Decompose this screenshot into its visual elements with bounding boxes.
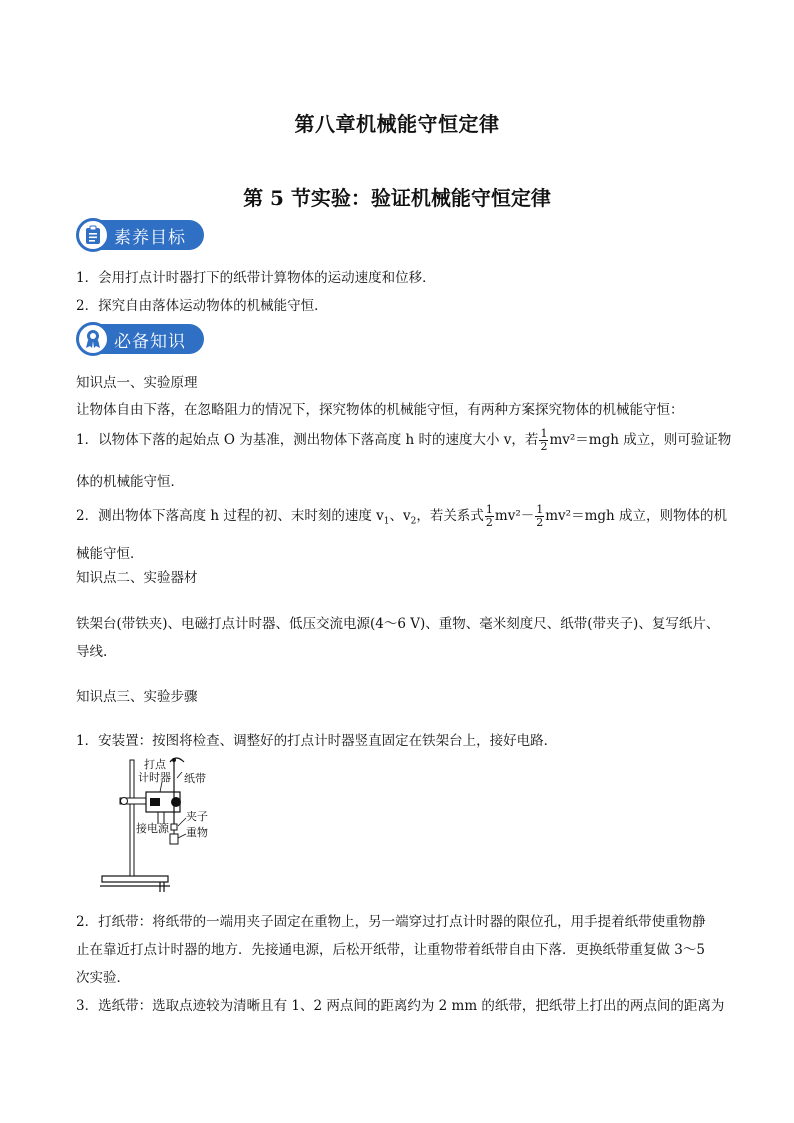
- k1-p2-text-b: ，若关系式: [416, 508, 484, 524]
- frac-num: 1: [540, 427, 548, 440]
- k1-intro: 让物体自由下落，在忽略阻力的情况下，探究物体的机械能守恒，有两种方案探究物体的机械能守恒：: [76, 402, 684, 418]
- k1-p1-cont: 体的机械能守恒．: [76, 474, 184, 490]
- fraction-half-2: [485, 504, 494, 529]
- subscript-1: 1: [383, 516, 390, 527]
- subscript-2: 2: [410, 516, 417, 527]
- k3-step-1: 1．安装置：按图将检查、调整好的打点计时器竖直固定在铁架台上，接好电路．: [76, 733, 558, 749]
- frac-den-3: 2: [536, 516, 544, 529]
- k1-point-1: [76, 428, 731, 453]
- section-title: 第 5 节实验：验证机械能守恒定律: [243, 186, 551, 210]
- k1-p1-text-a: 1．以物体下落的起始点 O 为基准，测出物体下落高度 h 时的速度大小 v，若: [76, 432, 539, 448]
- frac-den-2: 2: [485, 516, 493, 529]
- label-tape: 纸带: [184, 772, 206, 785]
- label-timer-1: 打点: [144, 758, 166, 771]
- label-weight: 重物: [186, 826, 208, 839]
- knowledge-banner: [76, 322, 204, 356]
- k2-line-1: 铁架台(带铁夹)、电磁打点计时器、低压交流电源(4～6 V)、重物、毫米刻度尺、纸带(带夹子)、复写纸片、: [76, 616, 720, 632]
- label-clip: 夹子: [186, 810, 208, 823]
- k1-p2-cont: 械能守恒．: [76, 546, 144, 562]
- k2-title: 知识点二、实验器材: [76, 570, 198, 586]
- k1-title: 知识点一、实验原理: [76, 375, 198, 391]
- frac-num-2: 1: [485, 503, 493, 516]
- k3-step-3: 3．选纸带：选取点迹较为清晰且有 1、2 两点间的距离约为 2 mm 的纸带，把纸带上打出的两点间的距离为: [76, 998, 725, 1014]
- label-power: 接电源: [136, 822, 169, 835]
- k2-line-2: 导线.: [76, 644, 108, 660]
- chapter-title: 第八章机械能守恒定律: [294, 112, 500, 136]
- k1-p2-mid: 、v: [389, 508, 411, 524]
- k3-step-2-line-3: 次实验．: [76, 970, 130, 986]
- k3-step-2-line-2: 止在靠近打点计时器的地方．先接通电源，后松开纸带，让重物带着纸带自由下落．更换纸带重复做 3～5: [76, 942, 705, 958]
- k1-p2-text-a: 2．测出物体下落高度 h 过程的初、末时刻的速度 v: [76, 508, 384, 524]
- k3-step-2-line-1: 2．打纸带：将纸带的一端用夹子固定在重物上，另一端穿过打点计时器的限位孔，用手提着纸带使重物静: [76, 914, 706, 930]
- clipboard-icon: [76, 218, 110, 252]
- label-timer-2: 计时器: [138, 771, 171, 784]
- frac-num-3: 1: [536, 503, 544, 516]
- goals-banner-label: 素养目标: [114, 228, 186, 248]
- apparatus-diagram: [100, 756, 270, 892]
- k1-p2-text-d: mv²＝mgh 成立，则物体的机: [545, 508, 728, 524]
- goal-item-2: 2．探究自由落体运动物体的机械能守恒．: [76, 298, 328, 314]
- k1-p1-text-b: mv²＝mgh 成立，则可验证物: [549, 432, 732, 448]
- k1-p2-text-c: mv²－: [494, 508, 535, 524]
- fraction-half-3: [535, 504, 544, 529]
- k3-title: 知识点三、实验步骤: [76, 689, 198, 705]
- knowledge-banner-label: 必备知识: [114, 332, 186, 352]
- goal-item-1: 1．会用打点计时器打下的纸带计算物体的运动速度和位移．: [76, 270, 436, 286]
- award-ribbon-icon: [76, 322, 110, 356]
- frac-den: 2: [540, 440, 548, 453]
- goals-banner: [76, 218, 204, 252]
- fraction-half: [539, 428, 548, 453]
- k1-point-2: [76, 504, 727, 529]
